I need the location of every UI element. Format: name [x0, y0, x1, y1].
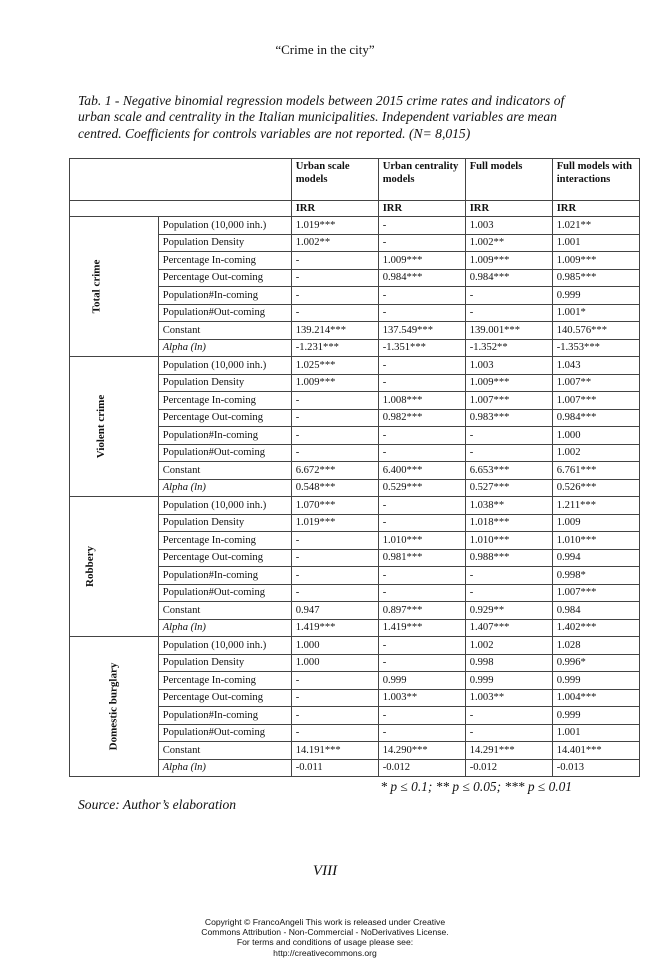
coefficient-cell: -	[378, 444, 465, 462]
table-body	[70, 217, 640, 777]
coefficient-cell: -	[378, 304, 465, 322]
variable-label: Constant	[158, 742, 291, 760]
coefficient-cell: 1.009***	[291, 374, 378, 392]
coefficient-cell: 1.019***	[291, 217, 378, 235]
coefficient-cell: -	[291, 567, 378, 585]
group-label-cell	[70, 497, 159, 637]
copyright-notice	[0, 917, 650, 958]
irr-row	[70, 201, 640, 217]
coefficient-cell: 1.419***	[378, 619, 465, 637]
coefficient-cell: -	[291, 287, 378, 305]
coefficient-cell: 1.002	[552, 444, 639, 462]
coefficient-cell: 6.672***	[291, 462, 378, 480]
coefficient-cell: 0.985***	[552, 269, 639, 287]
coefficient-cell: 1.001	[552, 724, 639, 742]
variable-label: Population Density	[158, 374, 291, 392]
coefficient-cell: 1.003**	[465, 689, 552, 707]
coefficient-cell: -	[291, 549, 378, 567]
coefficient-cell: 1.001*	[552, 304, 639, 322]
coefficient-cell: 0.988***	[465, 549, 552, 567]
coefficient-cell: 14.291***	[465, 742, 552, 760]
coefficient-cell: -	[465, 707, 552, 725]
source-note: Source: Author’s elaboration	[78, 797, 237, 812]
coefficient-cell: 1.038**	[465, 497, 552, 515]
variable-label: Population Density	[158, 234, 291, 252]
variable-label: Percentage Out-coming	[158, 269, 291, 287]
coefficient-cell: 1.000	[291, 637, 378, 655]
coefficient-cell: 14.401***	[552, 742, 639, 760]
significance-note: * p ≤ 0.1; ** p ≤ 0.05; *** p ≤ 0.01	[380, 779, 572, 794]
table-row	[70, 357, 640, 375]
table-row	[70, 217, 640, 235]
variable-label: Population (10,000 inh.)	[158, 497, 291, 515]
coefficient-cell: -	[291, 427, 378, 445]
coefficient-cell: -0.012	[378, 759, 465, 777]
coefficient-cell: -	[291, 409, 378, 427]
copyright-line: For terms and conditions of usage please see:	[236, 937, 414, 948]
coefficient-cell: -	[378, 427, 465, 445]
variable-label: Alpha (ln)	[158, 479, 291, 497]
table-caption: Tab. 1 - Negative binomial regression models between 2015 crime rates and indicators of urban scale and centrality in the Italian municipalities. Independent variables are mean centred. Coefficients for controls variables are not reported. (N= 8,015)	[78, 93, 565, 141]
coefficient-cell: -	[291, 707, 378, 725]
variable-label: Percentage In-coming	[158, 252, 291, 270]
coefficient-cell: 1.009***	[378, 252, 465, 270]
coefficient-cell: -	[465, 724, 552, 742]
coefficient-cell: 0.998*	[552, 567, 639, 585]
header-blank	[70, 159, 292, 201]
coefficient-cell: 0.998	[465, 654, 552, 672]
variable-label: Population (10,000 inh.)	[158, 217, 291, 235]
coefficient-cell: 1.001	[552, 234, 639, 252]
page-number: VIII	[312, 863, 338, 879]
coefficient-cell: 139.001***	[465, 322, 552, 340]
coefficient-cell: 0.981***	[378, 549, 465, 567]
coefficient-cell: -	[291, 304, 378, 322]
coefficient-cell: 0.929**	[465, 602, 552, 620]
variable-label: Population (10,000 inh.)	[158, 637, 291, 655]
variable-label: Population (10,000 inh.)	[158, 357, 291, 375]
table-row	[70, 637, 640, 655]
coefficient-cell: 1.009	[552, 514, 639, 532]
variable-label: Alpha (ln)	[158, 759, 291, 777]
variable-label: Constant	[158, 602, 291, 620]
coefficient-cell: 0.897***	[378, 602, 465, 620]
coefficient-cell: 1.407***	[465, 619, 552, 637]
variable-label: Constant	[158, 462, 291, 480]
running-head: “Crime in the city”	[275, 42, 375, 57]
coefficient-cell: -1.351***	[378, 339, 465, 357]
coefficient-cell: -	[291, 672, 378, 690]
variable-label: Percentage In-coming	[158, 392, 291, 410]
coefficient-cell: 1.018***	[465, 514, 552, 532]
variable-label: Population#In-coming	[158, 567, 291, 585]
copyright-line: http://creativecommons.org	[273, 947, 377, 958]
coefficient-cell: 1.009***	[465, 252, 552, 270]
group-label: Violent crime	[95, 394, 108, 459]
table-header-row	[70, 159, 640, 201]
coefficient-cell: 0.983***	[465, 409, 552, 427]
variable-label: Percentage In-coming	[158, 672, 291, 690]
coefficient-cell: 1.002**	[465, 234, 552, 252]
coefficient-cell: -	[465, 584, 552, 602]
header-urban-scale: Urban scale models	[291, 159, 378, 201]
coefficient-cell: -	[378, 497, 465, 515]
coefficient-cell: -0.012	[465, 759, 552, 777]
coefficient-cell: 1.000	[291, 654, 378, 672]
coefficient-cell: 14.191***	[291, 742, 378, 760]
coefficient-cell: -1.352**	[465, 339, 552, 357]
coefficient-cell: 1.010***	[378, 532, 465, 550]
variable-label: Population Density	[158, 654, 291, 672]
variable-label: Population#Out-coming	[158, 304, 291, 322]
coefficient-cell: 1.010***	[552, 532, 639, 550]
coefficient-cell: 0.548***	[291, 479, 378, 497]
coefficient-cell: -	[291, 584, 378, 602]
coefficient-cell: -	[378, 584, 465, 602]
coefficient-cell: 1.010***	[465, 532, 552, 550]
coefficient-cell: -	[465, 304, 552, 322]
irr-blank	[70, 201, 292, 217]
irr-label: IRR	[291, 201, 378, 217]
copyright-line: Copyright © FrancoAngeli This work is released under Creative	[204, 917, 446, 927]
coefficient-cell: 0.984***	[378, 269, 465, 287]
variable-label: Population Density	[158, 514, 291, 532]
group-label-cell	[70, 637, 159, 777]
coefficient-cell: 1.008***	[378, 392, 465, 410]
coefficient-cell: -	[378, 357, 465, 375]
coefficient-cell: 139.214***	[291, 322, 378, 340]
coefficient-cell: 1.028	[552, 637, 639, 655]
coefficient-cell: -	[378, 724, 465, 742]
coefficient-cell: 0.999	[552, 707, 639, 725]
header-full-models: Full models	[465, 159, 552, 201]
coefficient-cell: 14.290***	[378, 742, 465, 760]
coefficient-cell: -	[378, 654, 465, 672]
coefficient-cell: 0.984***	[465, 269, 552, 287]
coefficient-cell: -	[378, 637, 465, 655]
coefficient-cell: 137.549***	[378, 322, 465, 340]
variable-label: Population#In-coming	[158, 287, 291, 305]
header-full-models-interactions: Full models with interactions	[552, 159, 639, 201]
coefficient-cell: -	[465, 287, 552, 305]
coefficient-cell: -	[465, 427, 552, 445]
group-label: Total crime	[90, 259, 103, 314]
coefficient-cell: 1.007***	[552, 584, 639, 602]
coefficient-cell: 6.653***	[465, 462, 552, 480]
coefficient-cell: 1.021**	[552, 217, 639, 235]
coefficient-cell: -	[291, 392, 378, 410]
variable-label: Population#Out-coming	[158, 584, 291, 602]
coefficient-cell: -	[291, 724, 378, 742]
coefficient-cell: 1.070***	[291, 497, 378, 515]
coefficient-cell: -	[378, 567, 465, 585]
coefficient-cell: 0.982***	[378, 409, 465, 427]
coefficient-cell: 1.007***	[552, 392, 639, 410]
coefficient-cell: 0.527***	[465, 479, 552, 497]
coefficient-cell: 1.004***	[552, 689, 639, 707]
variable-label: Population#In-coming	[158, 707, 291, 725]
variable-label: Alpha (ln)	[158, 619, 291, 637]
variable-label: Population#In-coming	[158, 427, 291, 445]
group-label: Robbery	[83, 546, 96, 587]
coefficient-cell: -	[378, 217, 465, 235]
coefficient-cell: 0.529***	[378, 479, 465, 497]
variable-label: Population#Out-coming	[158, 444, 291, 462]
coefficient-cell: -1.353***	[552, 339, 639, 357]
coefficient-cell: 1.007***	[465, 392, 552, 410]
variable-label: Percentage Out-coming	[158, 409, 291, 427]
coefficient-cell: 0.526***	[552, 479, 639, 497]
variable-label: Percentage In-coming	[158, 532, 291, 550]
variable-label: Constant	[158, 322, 291, 340]
copyright-line: Commons Attribution - Non-Commercial - NoDerivatives License.	[201, 927, 449, 938]
variable-label: Population#Out-coming	[158, 724, 291, 742]
coefficient-cell: 1.419***	[291, 619, 378, 637]
coefficient-cell: 1.043	[552, 357, 639, 375]
coefficient-cell: 0.999	[465, 672, 552, 690]
coefficient-cell: 1.025***	[291, 357, 378, 375]
coefficient-cell: 0.999	[552, 287, 639, 305]
irr-label: IRR	[552, 201, 639, 217]
coefficient-cell: 0.996*	[552, 654, 639, 672]
coefficient-cell: 0.984	[552, 602, 639, 620]
coefficient-cell: -	[378, 514, 465, 532]
regression-table	[69, 158, 640, 777]
coefficient-cell: 0.999	[378, 672, 465, 690]
coefficient-cell: -1.231***	[291, 339, 378, 357]
coefficient-cell: -	[378, 234, 465, 252]
coefficient-cell: -	[291, 689, 378, 707]
variable-label: Percentage Out-coming	[158, 549, 291, 567]
irr-label: IRR	[378, 201, 465, 217]
coefficient-cell: 1.002	[465, 637, 552, 655]
coefficient-cell: -	[465, 567, 552, 585]
variable-label: Percentage Out-coming	[158, 689, 291, 707]
group-label-cell	[70, 217, 159, 357]
table-row	[70, 497, 640, 515]
header-urban-centrality: Urban centrality models	[378, 159, 465, 201]
coefficient-cell: 140.576***	[552, 322, 639, 340]
coefficient-cell: -	[465, 444, 552, 462]
coefficient-cell: 1.007**	[552, 374, 639, 392]
coefficient-cell: 6.761***	[552, 462, 639, 480]
coefficient-cell: 1.019***	[291, 514, 378, 532]
group-label: Domestic burglary	[107, 662, 120, 751]
coefficient-cell: -	[291, 252, 378, 270]
coefficient-cell: 1.000	[552, 427, 639, 445]
coefficient-cell: 1.009***	[465, 374, 552, 392]
coefficient-cell: -	[378, 707, 465, 725]
coefficient-cell: 1.003	[465, 357, 552, 375]
coefficient-cell: -	[291, 444, 378, 462]
coefficient-cell: -	[378, 287, 465, 305]
coefficient-cell: -	[378, 374, 465, 392]
irr-label: IRR	[465, 201, 552, 217]
coefficient-cell: 6.400***	[378, 462, 465, 480]
group-label-cell	[70, 357, 159, 497]
coefficient-cell: 1.003**	[378, 689, 465, 707]
variable-label: Alpha (ln)	[158, 339, 291, 357]
coefficient-cell: -0.011	[291, 759, 378, 777]
coefficient-cell: -0.013	[552, 759, 639, 777]
coefficient-cell: 0.994	[552, 549, 639, 567]
coefficient-cell: 0.947	[291, 602, 378, 620]
coefficient-cell: 1.402***	[552, 619, 639, 637]
coefficient-cell: 1.003	[465, 217, 552, 235]
coefficient-cell: 0.999	[552, 672, 639, 690]
coefficient-cell: -	[291, 269, 378, 287]
coefficient-cell: 1.211***	[552, 497, 639, 515]
coefficient-cell: 1.002**	[291, 234, 378, 252]
coefficient-cell: 1.009***	[552, 252, 639, 270]
coefficient-cell: 0.984***	[552, 409, 639, 427]
coefficient-cell: -	[291, 532, 378, 550]
